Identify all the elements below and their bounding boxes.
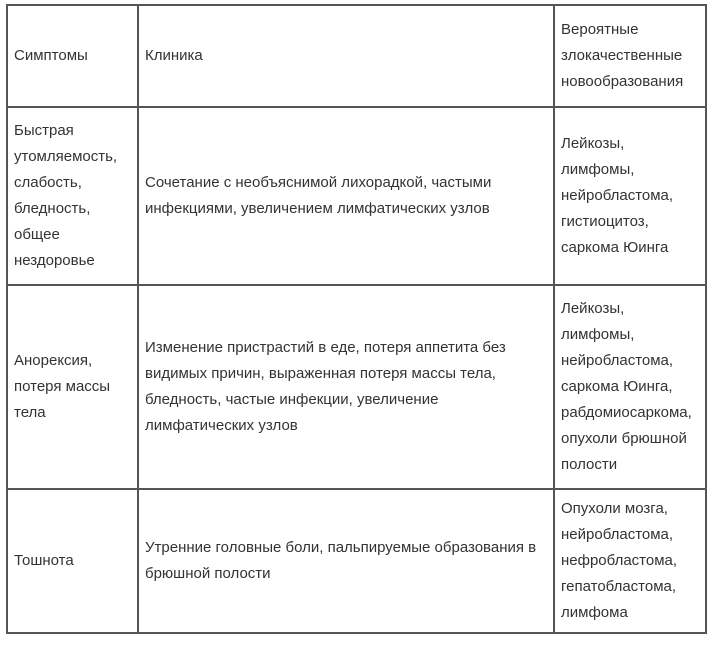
cell-line: нейробластома, <box>561 352 674 369</box>
header-malignancies <box>554 5 706 107</box>
cell-line: Анорексия, <box>14 352 93 369</box>
cell-line: рабдомиосаркома, <box>561 404 692 421</box>
cell-line: бледность, частые инфекции, увеличение <box>145 391 439 408</box>
cell-line: полости <box>561 456 618 473</box>
cell-line: лимфома <box>561 604 628 621</box>
cell-line: общее <box>14 226 60 243</box>
cell-line: лимфомы, <box>561 326 635 343</box>
table-row <box>7 489 706 633</box>
cell-line: утомляемость, <box>14 148 118 165</box>
cell-line: саркома Юинга, <box>561 378 673 395</box>
cell-symptoms <box>7 107 138 285</box>
cell-line: лимфатических узлов <box>145 417 298 434</box>
cell-clinic <box>138 285 554 489</box>
cell-malignancies <box>554 489 706 633</box>
cell-line: лимфомы, <box>561 161 635 178</box>
cell-line: потеря массы <box>14 378 111 395</box>
cell-line: слабость, <box>14 174 82 191</box>
cell-line: Вероятные <box>561 21 639 38</box>
cell-line: Опухоли мозга, <box>561 500 668 517</box>
cell-clinic <box>138 489 554 633</box>
cell-line: гепатобластома, <box>561 578 677 595</box>
cell-line: нездоровье <box>14 252 95 269</box>
table-header-row <box>7 5 706 107</box>
cell-line: Утренние головные боли, пальпируемые образования в <box>145 539 537 556</box>
cell-line: брюшной полости <box>145 565 271 582</box>
cell-line: Быстрая <box>14 122 74 139</box>
header-clinic: Клиника <box>138 5 554 107</box>
cell-line: видимых причин, выраженная потеря массы тела, <box>145 365 496 382</box>
cell-line: нейробластома, <box>561 187 674 204</box>
table-row <box>7 285 706 489</box>
header-symptoms: Симптомы <box>7 5 138 107</box>
cell-line: опухоли брюшной <box>561 430 687 447</box>
cell-line: гистиоцитоз, <box>561 213 649 230</box>
cell-line: Лейкозы, <box>561 300 625 317</box>
cell-line: Лейкозы, <box>561 135 625 152</box>
cell-line: нефробластома, <box>561 552 678 569</box>
table-row <box>7 107 706 285</box>
cell-clinic <box>138 107 554 285</box>
cell-line: нейробластома, <box>561 526 674 543</box>
cell-line: Сочетание с необъяснимой лихорадкой, частыми <box>145 174 492 191</box>
cell-line: саркома Юинга <box>561 239 669 256</box>
cell-line: тела <box>14 404 46 421</box>
cell-line: злокачественные <box>561 47 683 64</box>
cell-line: новообразования <box>561 73 684 90</box>
cell-line: Тошнота <box>14 552 74 569</box>
cell-line: Изменение пристрастий в еде, потеря аппетита без <box>145 339 506 356</box>
cell-line: инфекциями, увеличением лимфатических узлов <box>145 200 490 217</box>
cell-malignancies <box>554 107 706 285</box>
cell-malignancies <box>554 285 706 489</box>
cell-symptoms <box>7 285 138 489</box>
cell-symptoms <box>7 489 138 633</box>
symptoms-table <box>6 4 707 634</box>
cell-line: бледность, <box>14 200 91 217</box>
